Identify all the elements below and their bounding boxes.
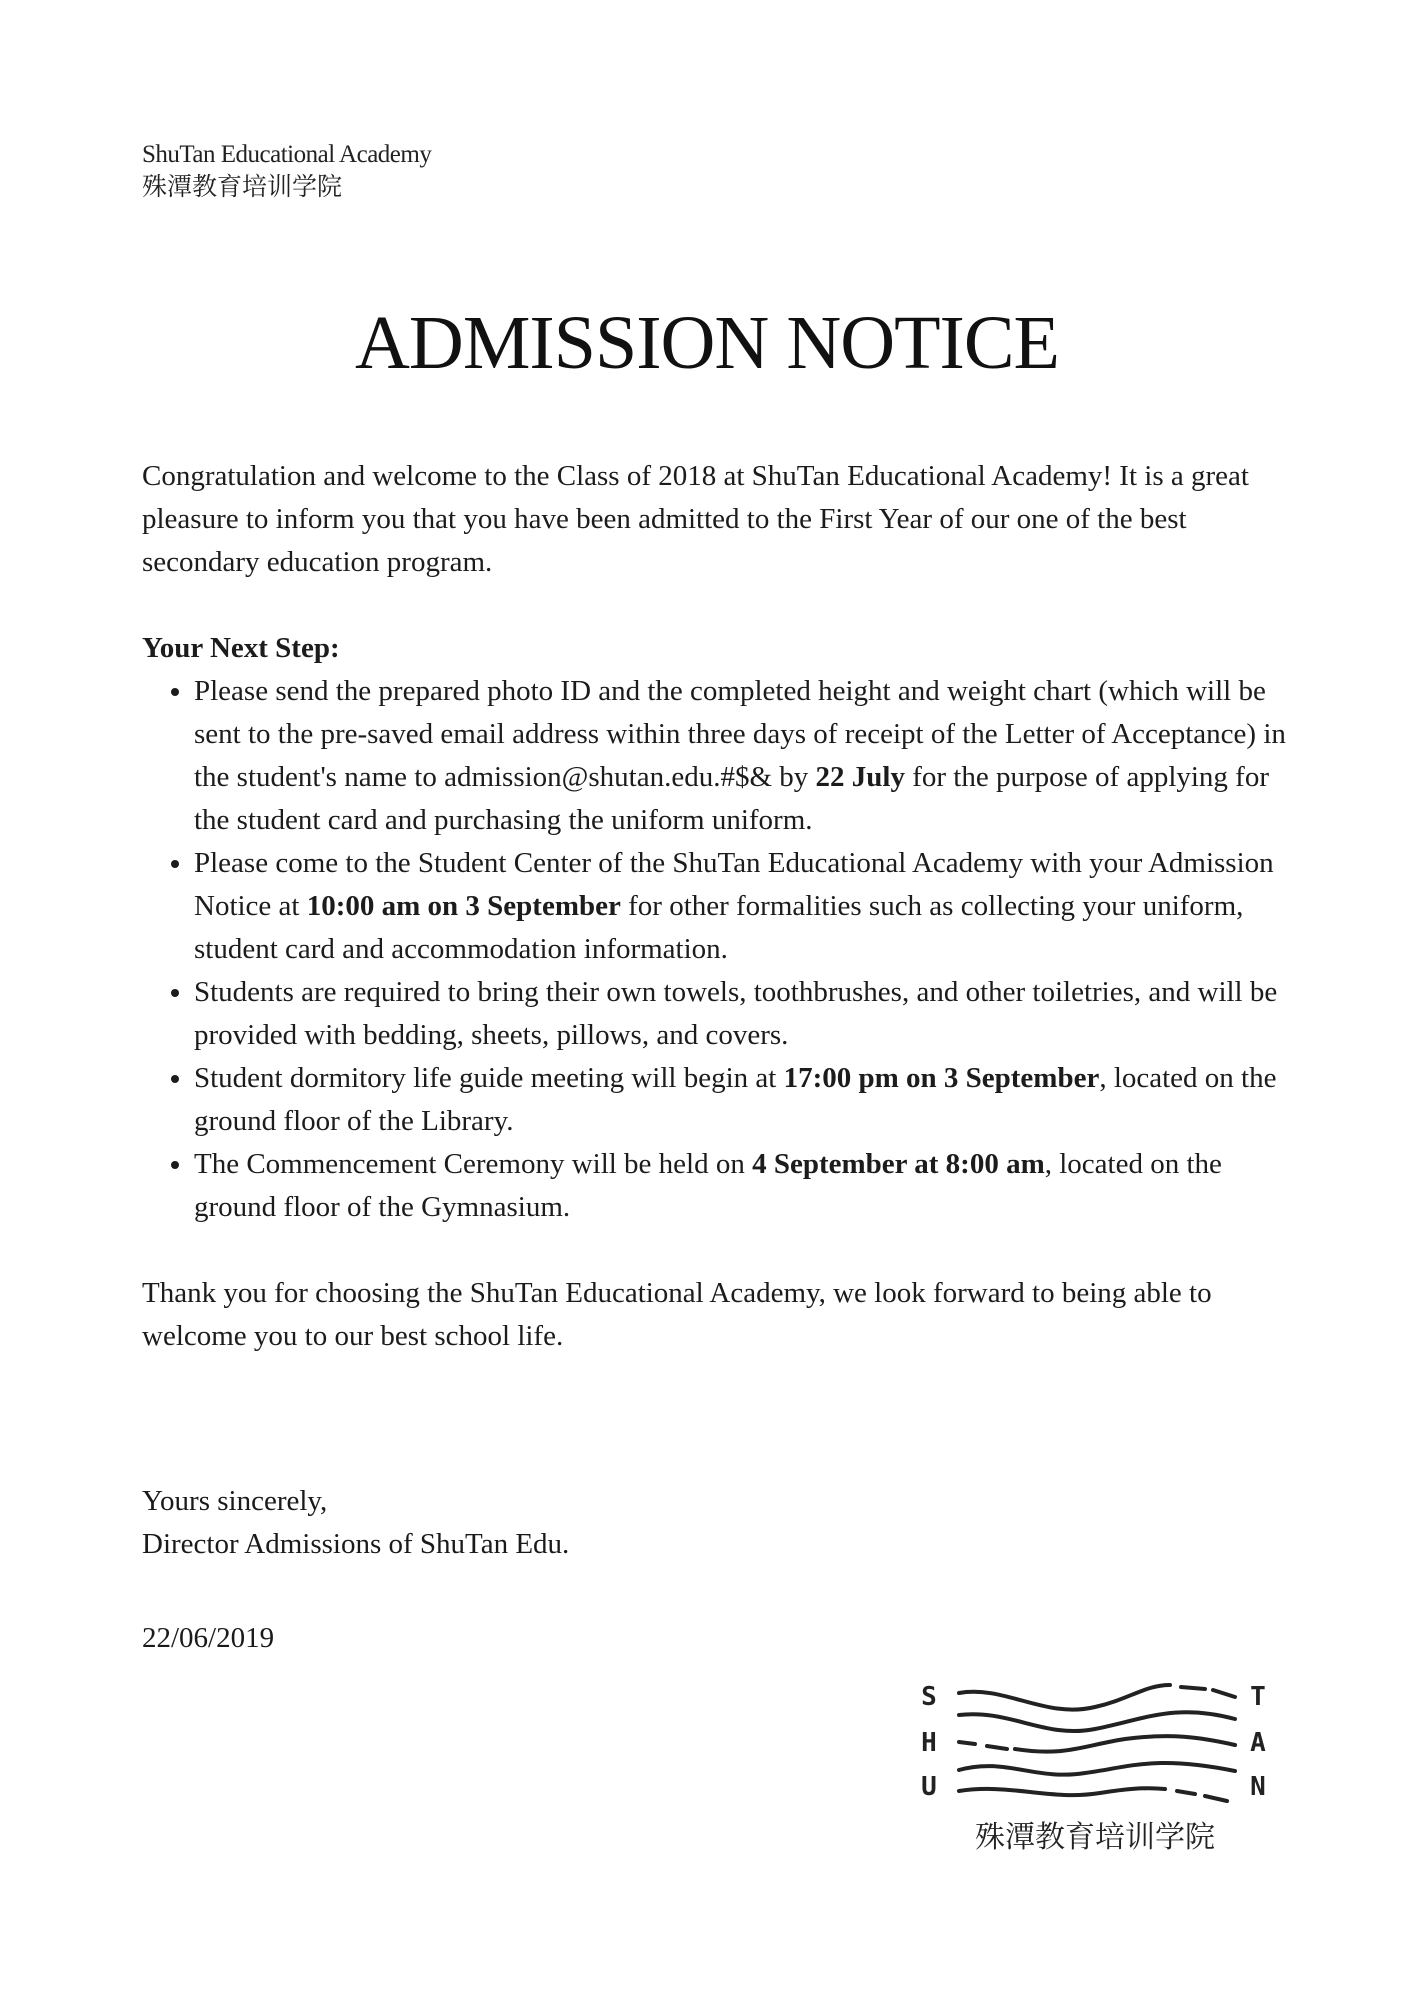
logo-letter-s: S [921, 1682, 937, 1712]
logo-letter-h: H [921, 1728, 937, 1758]
logo-wave-3 [1015, 1736, 1235, 1752]
intro-paragraph: Congratulation and welcome to the Class of 2018 at ShuTan Educational Academy! It is a great pleasure to inform you that you have been admitted to the First Year of our one of the best secondary education program. [142, 460, 1249, 578]
logo-name-zh: 殊潭教育培训学院 [975, 1820, 1215, 1855]
logo-wave-2 [959, 1712, 1235, 1731]
logo-wave-4 [959, 1763, 1235, 1775]
closing-paragraph: Thank you for choosing the ShuTan Educational Academy, we look forward to being able to welcome you to our best school life. [142, 1277, 1212, 1352]
academy-name-en: ShuTan Educational Academy [142, 141, 432, 168]
logo-wave-5 [959, 1788, 1165, 1795]
logo-wave-1-dash [1181, 1687, 1235, 1697]
logo-wave-3-dash [959, 1742, 1007, 1749]
letterhead [142, 138, 431, 204]
list-item: • Student dormitory life guide meeting will begin at 17:00 pm on 3 September, located on the ground floor of the Library. [194, 1057, 1287, 1143]
academy-name-zh: 殊潭教育培训学院 [142, 174, 343, 201]
logo-letter-a: A [1250, 1728, 1266, 1758]
logo-wave-5-dash [1177, 1791, 1227, 1801]
page-title: ADMISSION NOTICE [355, 301, 1059, 385]
closing-line: Yours sincerely, [142, 1485, 328, 1517]
list-item: • Please send the prepared photo ID and the completed height and weight chart (which will be sent to the pre-saved email address within three days of receipt of the Letter of Acceptance) in the student's name to admission@shutan.edu.#$& by 22 July for the purpose of applying for the student card and purchasing the uniform uniform. [194, 670, 1287, 842]
signoff [142, 1480, 569, 1566]
shutan-logo [915, 1675, 1275, 1875]
next-steps-list [142, 670, 1287, 1229]
letter-date: 22/06/2019 [142, 1622, 275, 1654]
logo-letter-n: N [1250, 1772, 1266, 1802]
list-item: • The Commencement Ceremony will be held on 4 September at 8:00 am, located on the ground floor of the Gymnasium. [194, 1143, 1287, 1229]
list-item: • Please come to the Student Center of the ShuTan Educational Academy with your Admission Notice at 10:00 am on 3 September for other formalities such as collecting your uniform, student card and accommodation information. [194, 842, 1287, 971]
logo-wave-1 [959, 1685, 1170, 1710]
next-step-heading: Your Next Step: [142, 632, 340, 664]
logo-letter-t: T [1250, 1682, 1266, 1712]
logo-letter-u: U [921, 1772, 937, 1802]
signer-line: Director Admissions of ShuTan Edu. [142, 1528, 570, 1560]
list-item: • Students are required to bring their own towels, toothbrushes, and other toiletries, and will be provided with bedding, sheets, pillows, and covers. [194, 971, 1287, 1057]
letter-body [142, 455, 1287, 1358]
